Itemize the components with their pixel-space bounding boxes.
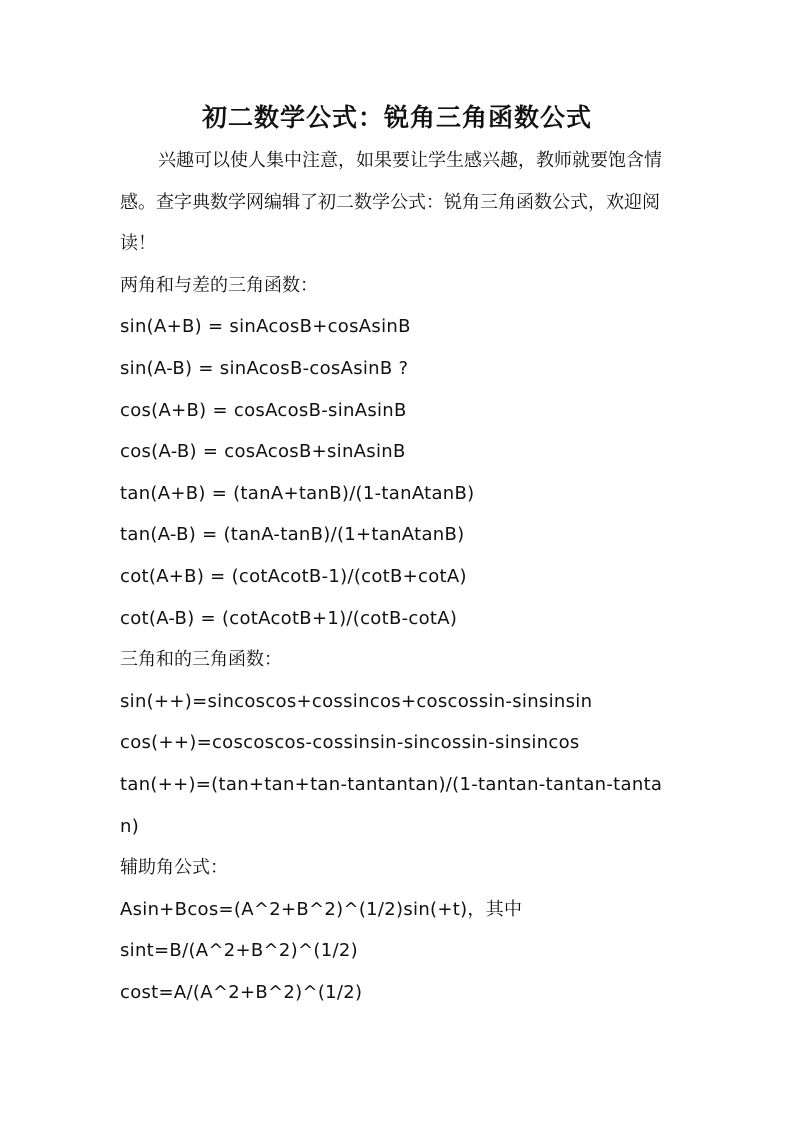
formula-sin-triple: sin(++)=sincoscos+cossincos+coscossin-sinsinsin <box>120 690 593 712</box>
formula-tan-diff: tan(A-B) = (tanA-tanB)/(1+tanAtanB) <box>120 524 465 546</box>
formula-sin-diff: sin(A-B) = sinAcosB-cosAsinB ? <box>120 357 409 379</box>
intro-paragraph: 兴趣可以使人集中注意，如果要让学生感兴趣，教师就要饱含情感。查字典数学网编辑了初二数学公式：锐角三角函数公式，欢迎阅读！ <box>120 150 662 255</box>
formula-cos-sum: cos(A+B) = cosAcosB-sinAsinB <box>120 399 407 421</box>
formula-sin-sum: sin(A+B) = sinAcosB+cosAsinB <box>120 316 411 338</box>
page-title: 初二数学公式：锐角三角函数公式 <box>201 103 592 132</box>
formula-aux-main: Asin+Bcos=(A^2+B^2)^(1/2)sin(+t)，其中 <box>120 898 523 920</box>
formula-cos-triple: cos(++)=coscoscos-cossinsin-sincossin-sinsincos <box>120 732 580 754</box>
formula-tan-sum: tan(A+B) = (tanA+tanB)/(1-tanAtanB) <box>120 482 475 504</box>
formula-cos-diff: cos(A-B) = cosAcosB+sinAsinB <box>120 441 406 463</box>
section-heading-sum-diff: 两角和与差的三角函数： <box>120 274 318 296</box>
formula-aux-sin: sint=B/(A^2+B^2)^(1/2) <box>120 940 358 962</box>
section-heading-triple: 三角和的三角函数： <box>120 649 282 671</box>
formula-cot-sum: cot(A+B) = (cotAcotB-1)/(cotB+cotA) <box>120 565 467 587</box>
formula-cot-diff: cot(A-B) = (cotAcotB+1)/(cotB-cotA) <box>120 607 458 629</box>
document-body <box>120 140 680 1013</box>
formula-aux-cos: cost=A/(A^2+B^2)^(1/2) <box>120 981 363 1003</box>
section-heading-aux: 辅助角公式： <box>120 857 228 879</box>
formula-tan-triple: tan(++)=(tan+tan+tan-tantantan)/(1-tantan-tantan-tantan) <box>120 773 663 837</box>
